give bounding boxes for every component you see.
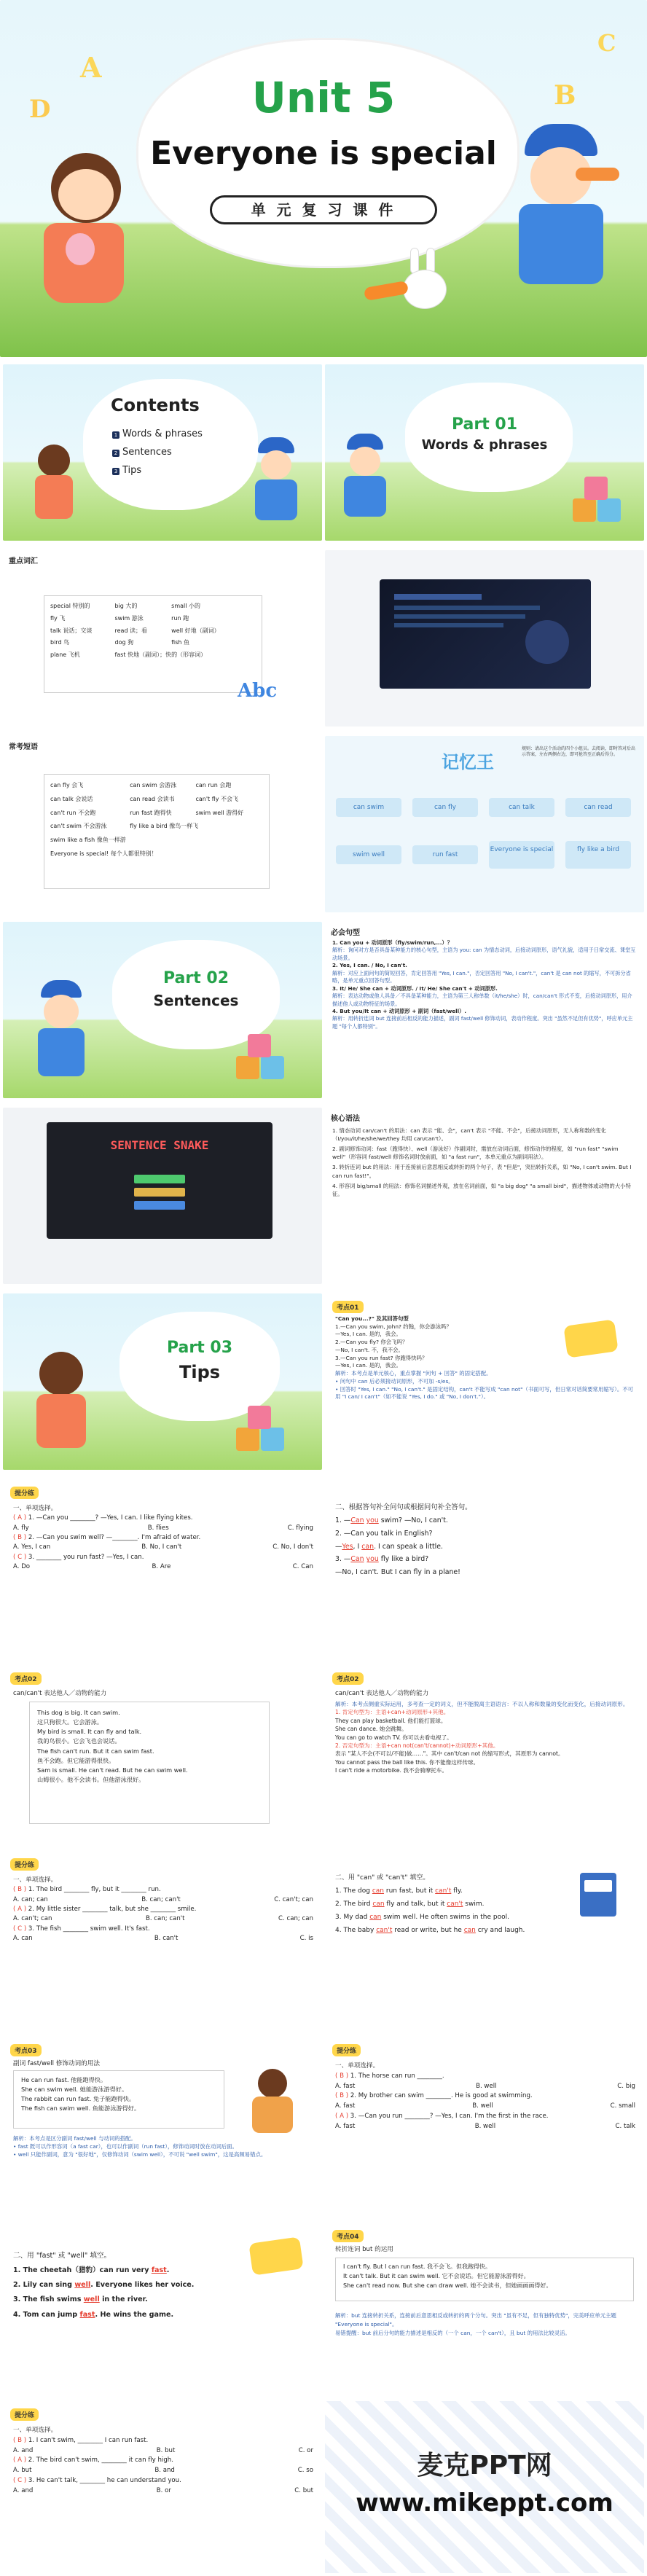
grammar-point: 1. 情态动词 can/can't 的用法：can 表示 "能、会"，can't 表示 "不能、不会"，后接动词原形，无人称和数的变化（I/you/it/he/she/we/they 均用 can/can't）。	[332, 1127, 607, 1143]
fill-answer: Can	[350, 1555, 364, 1564]
exercise-body	[13, 1504, 313, 1572]
part03-slide	[3, 1293, 322, 1470]
option-row: A. can; can B. can; can't C. can't; can	[13, 1895, 313, 1903]
fill-line: —No, I can't. But I can fly in a plane!	[335, 1568, 460, 1577]
point02b-slide	[325, 1665, 644, 1841]
option-row: A. can B. can't C. is	[13, 1934, 313, 1942]
memory-rule: 规则：请出这个活动的四个小组员。去阅读，即时答对后出示答案，左右两侧右边，即可抢答至正确后得分。	[522, 746, 636, 758]
cover-main-title: Everyone is special	[150, 135, 497, 172]
question-item	[13, 1533, 313, 1543]
point-subtitle: can/can't 表达他人／动物的能力	[13, 1690, 107, 1697]
exercise-intro: 二、用 "fast" 或 "well" 填空。	[13, 2252, 111, 2260]
part01-slide	[325, 364, 644, 541]
point-tag	[332, 1301, 364, 1313]
english-badge-icon	[248, 2236, 303, 2275]
answer-mark: ( C )	[13, 1553, 27, 1561]
cover-subtitle-pill	[210, 195, 437, 224]
option-row: A. and B. or C. but	[13, 2486, 313, 2494]
option-button[interactable]	[134, 1188, 185, 1197]
question-item: ( A ) 2. My little sister ________ talk, but she ________ smile.	[13, 1905, 197, 1913]
exercise-body	[13, 2426, 313, 2496]
exercise-intro: 二、用 "can" 或 "can't" 填空。	[335, 1874, 430, 1882]
item-number: 1	[112, 431, 119, 439]
sentence-note: 解析：对应上面问句的简短回答，肯定回答用 "Yes, I can."，否定回答用 "No, I can't."，can't 是 can not 的缩写，不可拆分省略，是单元重点回答句型。	[332, 969, 631, 984]
exercise6-slide	[3, 2223, 322, 2399]
question-item	[13, 1514, 313, 1523]
question-item: ( B ) 2. My brother can swim ________. He is good at swimming.	[335, 2092, 533, 2100]
grammar-slide	[325, 1108, 644, 1284]
option-row: A. fast B. well C. talk	[335, 2122, 635, 2130]
boy-illustration	[503, 124, 619, 313]
sentence-pattern: 3. It/ He/ She can + 动词原形. / It/ He/ She can't + 动词原形.	[332, 984, 498, 992]
brand-footer	[325, 2401, 644, 2573]
point-line: 3.—Can you run fast? 你跑得快吗？	[335, 1354, 428, 1361]
item-label: Words & phrases	[122, 428, 203, 439]
item-label: Tips	[122, 465, 142, 476]
girl-illustration	[29, 153, 138, 321]
start-button[interactable]	[134, 1175, 185, 1183]
option-row: A. can't; can B. can; can't C. can; can	[13, 1915, 313, 1923]
point-line: 2.—Can you fly? 你会飞吗？	[335, 1339, 408, 1346]
part-name: Words & phrases	[421, 437, 548, 453]
vocab-table	[44, 595, 262, 693]
memory-chip[interactable]: fly like a bird	[565, 841, 631, 869]
table-row: can talk 会说话 can read 会读书 can't fly 不会飞	[50, 795, 239, 802]
exercise-tag	[10, 2408, 39, 2421]
point-notes: 解析：but 连接转折关系，连接前后意思相反或转折的两个分句。突出 "虽有不足，但有独特优势"，完美呼应单元主题 "Everyone is special"。 易错提醒：but 前后分句的能力描述是相反的（一个 can，一个 can't），且 but 的用法比较灵活。	[335, 2312, 616, 2336]
fill-line: 2. The bird can fly and talk, but it can't swim.	[335, 1900, 485, 1908]
point-tag-label: 考点03	[10, 2044, 42, 2056]
item-label: Sentences	[122, 447, 172, 458]
exercise1-slide	[3, 1479, 322, 1656]
boy-illustration	[340, 434, 391, 521]
fill-answer: you	[366, 1555, 379, 1564]
exercise-body	[13, 2249, 254, 2322]
boy-illustration	[251, 437, 302, 525]
point01-slide	[325, 1293, 644, 1470]
exercise2-slide	[325, 1479, 644, 1656]
sentences-slide	[325, 922, 644, 1098]
sentence-note: 解析：询问对方是否具备某种能力的核心句型，主语为 you: can 为情态动词，后接动词原形，语气礼貌，适用于日常交流、课堂互动场景。	[332, 947, 636, 961]
option-row: A. and B. but C. or	[13, 2446, 313, 2454]
point-tag-label: 考点02	[10, 1672, 42, 1685]
fill-line: 1. The cheetah（猎豹）can run very fast.	[13, 2266, 170, 2275]
snake-title: SENTENCE SNAKE	[110, 1138, 209, 1152]
question-item: ( B ) 1. The bird ________ fly, but it ________ run.	[13, 1886, 161, 1894]
point-subtitle: 转折连词 but 的运用	[335, 2246, 393, 2253]
sentence-pattern: 2. Yes, I can. / No, I can't.	[332, 962, 407, 969]
rabbit-illustration	[397, 248, 455, 313]
part-name: Tips	[179, 1362, 221, 1382]
exercise-intro: 一、单项选择。	[13, 1505, 58, 1512]
question-item	[13, 1553, 313, 1562]
item-number: 3	[112, 468, 119, 475]
exercise-tag-label: 提分练	[10, 2408, 39, 2421]
table-row: can't run 不会跑 run fast 跑得快 swim well 游得好	[50, 809, 244, 816]
section-header: 核心语法	[331, 1115, 360, 1123]
exercise-intro: 二、根据答句补全问句或根据问句补全答句。	[335, 1503, 472, 1511]
fill-line: —Yes, I can. I can speak a little.	[335, 1542, 443, 1551]
exercise-intro: 一、单项选择。	[335, 2062, 380, 2070]
memory-slide	[325, 736, 644, 912]
sentence-pattern: 4. But you/It can + 动词原形 + 副词（fast/well）.	[332, 1007, 467, 1014]
example-box: I can't fly. But I can run fast. 我不会飞。但我跑得快。 It can't talk. But it can swim well. 它不会说话。但它能游泳游得好。 She can't read now. But she can draw well. 她不会读书，但她画画画得好。	[335, 2258, 634, 2301]
exercise5-slide	[325, 2037, 644, 2213]
grammar-body	[332, 1127, 637, 1198]
snake-slide	[3, 1108, 322, 1284]
table-row: swim like a fish 像鱼一样游	[50, 837, 126, 844]
fill-line: 1. The dog can run fast, but it can't fly.	[335, 1887, 463, 1895]
fill-line: 3. The fish swims well in the river.	[13, 2295, 148, 2304]
point03a-slide	[3, 2037, 322, 2213]
brand-name: 麦克PPT网	[417, 2451, 552, 2481]
letter-c-decoration: C	[597, 29, 616, 57]
fill-line: 3. —Can you fly like a bird?	[335, 1555, 429, 1564]
point-subtitle: can/can't 表达他人／动物的能力	[335, 1690, 429, 1697]
point-body: 解析：本考点侧重实际运用，多考查一定的词义，但不能脱离主语语言：不以人称和数量的变化而变化，后接动词原形。 1. 肯定句型为：主语+can+动词原形+其他。 They can play basketball. 他们能打篮球。 She can dance. 她会跳舞。 You can go to watch TV. 你可以去看电视了。 2. 否定句型为：主语+can not(can't/cannot)+动词原形+其他。 表示 "某人不会(不可以/不能)做……"。其中 can't/can not 的缩写形式，其原形为 cannot。 You cannot pass the ball like this. 你不能像这样传球。 I can't ride a motorbike. 我不会骑摩托车。	[335, 1701, 629, 1774]
cover-subtitle: 单 元 复 习 课 件	[251, 201, 396, 219]
contents-list	[112, 428, 203, 476]
memory-chip[interactable]: can read	[565, 798, 631, 817]
question-text: 3. ________ you run fast? —Yes, I can.	[28, 1553, 144, 1561]
exercise7-slide	[3, 2401, 322, 2573]
exercise-tag	[332, 2044, 361, 2056]
letter-b-decoration: B	[554, 80, 576, 111]
section-header: 重点词汇	[9, 557, 38, 565]
memory-chip[interactable]: can fly	[412, 798, 478, 817]
option-row: A. fast B. well C. big	[335, 2082, 635, 2090]
answer-mark: ( B )	[13, 1886, 27, 1894]
letter-d-decoration: D	[29, 95, 51, 124]
brand-url[interactable]: www.mikeppt.com	[356, 2489, 613, 2518]
memory-title: 记忆王	[442, 752, 494, 772]
phrases-slide	[3, 736, 322, 912]
exercise-intro: 一、单项选择。	[13, 2427, 58, 2434]
letter-a-decoration: A	[80, 51, 102, 84]
answer-mark: ( A )	[13, 1514, 27, 1522]
abc-blocks-icon	[236, 1410, 287, 1454]
section-header: 常考短语	[9, 743, 38, 751]
table-row: bird 鸟 dog 狗 fish 鱼	[50, 639, 189, 646]
table-row: Everyone is special! 每个人都很特别！	[50, 850, 157, 857]
point-line: —Yes, I can. 是的，我会。	[335, 1362, 401, 1369]
question-item: ( C ) 3. He can't talk, ________ he can understand you.	[13, 2476, 181, 2484]
question-text: 1. —Can you ________? —Yes, I can. I like flying kites.	[28, 1514, 193, 1522]
question-item: ( A ) 2. The bird can't swim, ________ it can fly high.	[13, 2456, 173, 2465]
section-header: 必会句型	[331, 929, 360, 937]
fill-line: 2. Lily can sing well. Everyone likes her voice.	[13, 2281, 195, 2290]
fill-answer: you	[366, 1516, 379, 1524]
exercise-tag	[10, 1487, 39, 1499]
point-line: • 回答时 "Yes, I can." "No, I can't." 是固定结构，can't 不能写成 "can not"（书面可写，但日常对话简要常用缩写）。不可用 "I can/ I can't"（如不能说 "Yes, I do." 或 "No, I don't."）。	[335, 1385, 633, 1401]
point-tag	[10, 2044, 42, 2056]
exercise-tag-label: 提分练	[332, 2044, 361, 2056]
part-number: Part 03	[166, 1339, 233, 1357]
abc-blocks-icon	[573, 481, 624, 525]
exercise-body	[335, 1871, 576, 1937]
exercise-tag-label: 提分练	[10, 1487, 39, 1499]
question-item: ( B ) 1. The horse can run ________.	[335, 2072, 444, 2080]
phrases-table	[44, 774, 270, 889]
contents-item[interactable]	[112, 428, 203, 439]
option-row: A. fly B. flies C. flying	[13, 1524, 313, 1532]
memory-chip[interactable]: swim well	[336, 845, 401, 864]
contents-title: Contents	[111, 395, 200, 415]
contents-item[interactable]	[112, 465, 203, 476]
girl-illustration	[32, 445, 76, 525]
point-tag-label: 考点01	[332, 1301, 364, 1313]
table-row: plane 飞机 fast 快地（副词）；快的（形容词）	[50, 651, 207, 659]
part-number: Part 02	[162, 969, 230, 987]
table-row: special 特别的 big 大的 small 小的	[50, 603, 201, 609]
exercise-tag-label: 提分练	[10, 1858, 39, 1871]
fill-line: 2. —Can you talk in English?	[335, 1529, 433, 1538]
fill-line: 4. The baby can't read or write, but he can cry and laugh.	[335, 1927, 525, 1934]
memory-chip[interactable]: run fast	[412, 845, 478, 864]
point-line: —Yes, I can. 是的，我会。	[335, 1331, 401, 1338]
abc-icon: Abc	[238, 680, 278, 702]
point-tag	[332, 1672, 364, 1685]
point02a-slide	[3, 1665, 322, 1841]
sentence-note: 解析：用转折连词 but 连接前后相反的能力描述，副词 fast/well 修饰动词，表动作程度。突出 "虽然不足但有优势"，呼应单元主题 "每个人都特别"。	[332, 1015, 633, 1030]
table-row: can fly 会飞 can swim 会游泳 can run 会跑	[50, 782, 232, 788]
part-number: Part 01	[451, 415, 518, 434]
question-item: ( A ) 3. —Can you run ________? —Yes, I can. I'm the first in the race.	[335, 2112, 549, 2120]
answer-mark: ( B )	[13, 1533, 27, 1541]
point04-slide	[325, 2223, 644, 2399]
exercise3-slide	[3, 1851, 322, 2027]
point-line: 解析：本考点是单元核心，重点掌握 "问句 + 回答" 的固定搭配。	[335, 1370, 492, 1377]
example-box: He can run fast. 他能跑得快。 She can swim well. 她能游泳游得好。 The rabbit can run fast. 兔子能跑得快。 The fish can swim well. 鱼能游泳游得好。	[13, 2070, 224, 2129]
grammar-point: 2. 副词修饰动词：fast（跑得快）、well（游泳好）作副词时，需放在动词后面，修饰动作的程度，如 "run fast" "swim well"（形容词 fast/well 修饰名词时放前面，如 "a fast run"，本单元重点为副词用法）。	[332, 1146, 619, 1161]
memory-chip[interactable]: can swim	[336, 798, 401, 817]
sentence-note: 解析：表达动物或他人具备／不具备某种能力，主语为第三人称单数（it/he/she）时，can/can't 形式不变，后接动词原形，用介描述他人或动物特征的场景。	[332, 993, 632, 1007]
memory-chip[interactable]: Everyone is special	[489, 841, 554, 869]
fill-line: 3. My dad can swim well. He often swims in the pool.	[335, 1914, 509, 1921]
exercise-body	[13, 1876, 313, 1943]
sentences-body	[332, 939, 637, 1030]
exercise4-slide	[325, 1851, 644, 2027]
point-line: 1.—Can you swim, John? 约翰，你会游泳吗？	[335, 1323, 452, 1330]
exercise-intro: 一、单项选择。	[13, 1876, 58, 1884]
answer-mark: ( A )	[13, 1905, 27, 1913]
point-line: —No, I can't. 不，我不会。	[335, 1346, 404, 1353]
unit-title: Unit 5	[251, 73, 396, 122]
point-tag	[332, 2230, 364, 2242]
answer-mark: ( C )	[13, 1925, 27, 1933]
memory-chip[interactable]: can talk	[489, 798, 554, 817]
snake-game-screen[interactable]	[47, 1122, 272, 1239]
point-tag	[10, 1672, 42, 1685]
exercise-body	[335, 1501, 635, 1579]
contents-slide	[3, 364, 322, 541]
example-box: This dog is big. It can swim. 这只狗很大。它会游泳。 My bird is small. It can fly and talk. 我的鸟很小。它会飞也会说话。 The fish can't run. But it can swim fast. 鱼不会跑。但它能游得很快。 Sam is small. He can't read. But he can swim well. 山姆很小。他不会读书。但他游泳很好。	[29, 1702, 270, 1824]
point-notes: 解析：本考点是区分副词 fast/well 与动词的搭配。 • fast 既可以作形容词（a fast car），也可以作副词（run fast），修饰动词时放在动词后面。 • well 只能作副词，意为 "很好地"，仅修饰动词（swim well），不可说 "well swim"，这是高频易错点。	[13, 2135, 267, 2158]
question-item: ( B ) 1. I can't swim, ________ I can run fast.	[13, 2436, 149, 2444]
girl-illustration	[32, 1352, 90, 1454]
video-thumbnail[interactable]	[380, 579, 591, 689]
option-button[interactable]	[134, 1201, 185, 1210]
exercise-body	[335, 2062, 635, 2131]
table-row: can't swim 不会游泳 fly like a bird 像鸟一样飞	[50, 823, 199, 830]
point-line: "Can you...?" 及其回答句型	[335, 1315, 409, 1322]
point-subtitle: 副词 fast/well 修饰动词的用法	[13, 2060, 100, 2067]
boy-illustration	[32, 980, 90, 1082]
fill-answer: Can	[350, 1516, 364, 1524]
fill-line: 4. Tom can jump fast. He wins the game.	[13, 2310, 174, 2319]
point-tag-label: 考点04	[332, 2230, 364, 2242]
fill-answer: Yes	[342, 1542, 353, 1551]
sentence-pattern: 1. Can you + 动词原形（fly/swim/run,...）？	[332, 939, 452, 946]
table-row: fly 飞 swim 游泳 run 跑	[50, 614, 189, 622]
cover-slide	[0, 0, 647, 357]
teacher-illustration	[243, 2069, 302, 2134]
part02-slide	[3, 922, 322, 1098]
table-row: talk 说话；交谈 read 读；看 well 好地（副词）	[50, 627, 220, 634]
option-row: A. Do B. Are C. Can	[13, 1562, 313, 1570]
grammar-point: 3. 转折连词 but 的用法：用于连接前后意思相反或转折的两个句子，表 "但是"，突出转折关系，如 "No, I can't swim. But I can run fast!"。	[332, 1164, 632, 1179]
question-text: 2. —Can you swim well? —________. I'm afraid of water.	[28, 1533, 201, 1541]
option-row: A. Yes, I can B. No, I can't C. No, I don't	[13, 1543, 313, 1551]
item-number: 2	[112, 450, 119, 457]
exercise-tag	[10, 1858, 39, 1871]
fill-line: 1. —Can you swim? —No, I can't.	[335, 1516, 448, 1524]
part-name: Sentences	[153, 992, 239, 1009]
brand-background-pattern	[325, 2401, 644, 2573]
question-item: ( C ) 3. The fish ________ swim well. It's fast.	[13, 1925, 150, 1933]
grammar-point: 4. 形容词 big/small 的用法：修饰名词描述外观，放在名词前面，如 "a big dog" "a small bird"，描述物体或动物的大小特征。	[332, 1182, 631, 1197]
vocab-slide	[3, 550, 322, 727]
point-line: • 问句中 can 后必须接动词原形，不可加 -s/es。	[335, 1377, 454, 1385]
abc-blocks-icon	[236, 1038, 287, 1082]
video-slide	[325, 550, 644, 727]
book-icon	[580, 1873, 616, 1917]
point-tag-label: 考点02	[332, 1672, 364, 1685]
option-row: A. but B. and C. so	[13, 2467, 313, 2474]
option-row: A. fast B. well C. small	[335, 2102, 635, 2110]
contents-item[interactable]	[112, 447, 203, 458]
fill-answer: can	[361, 1542, 375, 1551]
